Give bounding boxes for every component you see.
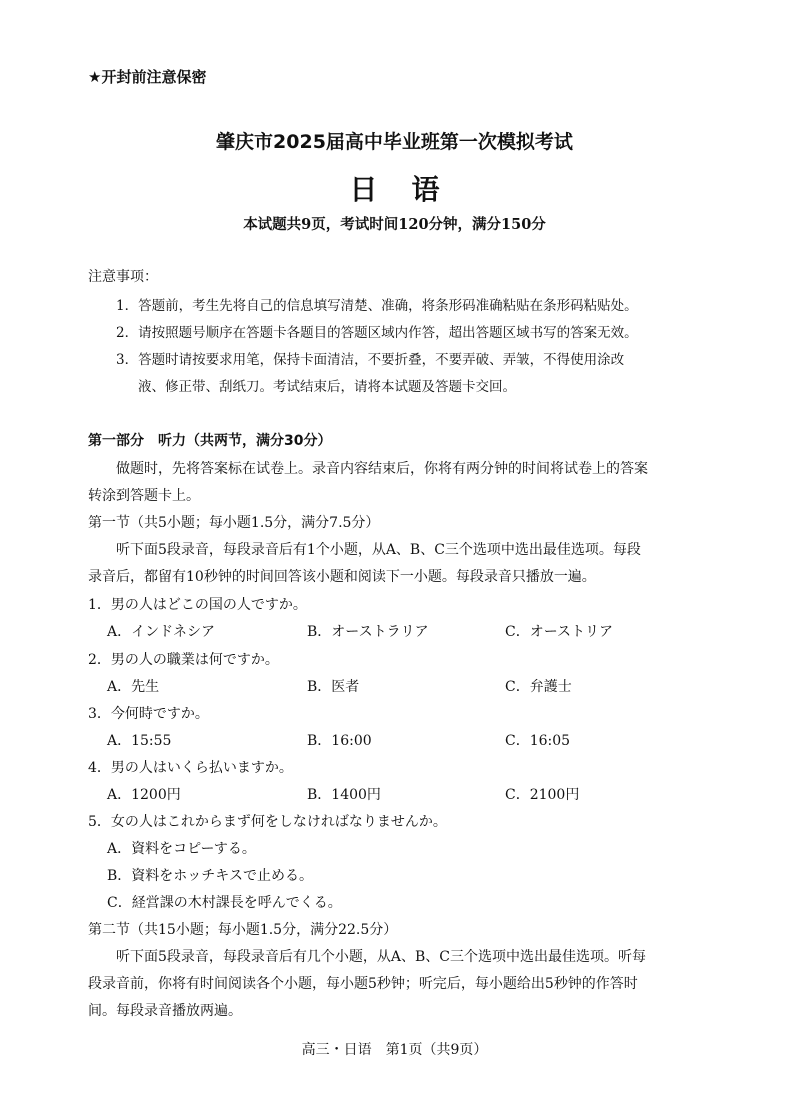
question-4-option-b: B．1400円 [307, 787, 381, 803]
question-1-option-b: B．オーストラリア [307, 624, 429, 640]
question-5-option-a: A．資料をコピーする。 [107, 841, 256, 857]
question-2: 2．男の人の職業は何ですか。 [88, 652, 279, 668]
notice-item: 3．答题时请按要求用笔，保持卡面清洁，不要折叠，不要弄破、弄皱，不得使用涂改 [116, 352, 625, 368]
section2-title: 第二节（共15小题；每小题1.5分，满分22.5分） [88, 922, 398, 938]
question-3-option-a: A．15:55 [107, 733, 172, 749]
confidential-note: ★开封前注意保密 [88, 68, 207, 86]
question-1: 1．男の人はどこの国の人ですか。 [88, 597, 307, 613]
section1-instruction: 听下面5段录音，每段录音后有1个小题，从A、B、C三个选项中选出最佳选项。每段 [116, 542, 641, 558]
part1-intro-line: 转涂到答题卡上。 [88, 488, 200, 504]
exam-info: 本试题共9页，考试时间120分钟，满分150分 [243, 216, 546, 233]
page-footer: 高三・日语 第1页（共9页） [301, 1042, 488, 1058]
part1-title: 第一部分 听力（共两节，满分30分） [88, 433, 332, 449]
question-1-option-c: C．オーストリア [505, 624, 614, 640]
section2-instruction: 段录音前，你将有时间阅读各个小题，每小题5秒钟；听完后，每小题给出5秒钟的作答时 [88, 976, 638, 992]
section1-title: 第一节（共5小题；每小题1.5分，满分7.5分） [88, 515, 380, 531]
exam-title: 肇庆市2025届高中毕业班第一次模拟考试 [216, 131, 573, 153]
question-5-option-b: B．資料をホッチキスで止める。 [107, 868, 314, 884]
question-5-option-c: C．経営課の木村課長を呼んでくる。 [107, 895, 342, 911]
question-4-option-a: A．1200円 [107, 787, 181, 803]
question-4-option-c: C．2100円 [505, 787, 580, 803]
section2-instruction: 间。每段录音播放两遍。 [88, 1003, 242, 1019]
section2-instruction: 听下面5段录音，每段录音后有几个小题，从A、B、C三个选项中选出最佳选项。听每 [116, 949, 647, 965]
section1-instruction: 录音后，都留有10秒钟的时间回答该小题和阅读下一小题。每段录音只播放一遍。 [88, 569, 596, 585]
question-1-option-a: A．インドネシア [107, 624, 215, 640]
notice-heading: 注意事项： [88, 269, 158, 285]
question-5: 5．女の人はこれからまず何をしなければなりませんか。 [88, 814, 447, 830]
notice-item: 1．答题前，考生先将自己的信息填写清楚、准确，将条形码准确粘贴在条形码粘贴处。 [116, 298, 638, 314]
notice-item: 2．请按照题号顺序在答题卡各题目的答题区域内作答，超出答题区域书写的答案无效。 [116, 325, 638, 341]
question-2-option-b: B．医者 [307, 679, 360, 695]
question-3: 3．今何時ですか。 [88, 706, 209, 722]
notice-item-continuation: 液、修正带、刮纸刀。考试结束后，请将本试题及答题卡交回。 [138, 379, 516, 395]
question-2-option-c: C．弁護士 [505, 679, 572, 695]
question-3-option-c: C．16:05 [505, 733, 571, 749]
question-3-option-b: B．16:00 [307, 733, 372, 749]
question-4: 4．男の人はいくら払いますか。 [88, 760, 293, 776]
part1-intro-line: 做题时，先将答案标在试卷上。录音内容结束后，你将有两分钟的时间将试卷上的答案 [116, 461, 648, 477]
subject-title: 日语 [349, 173, 474, 206]
question-2-option-a: A．先生 [107, 679, 160, 695]
